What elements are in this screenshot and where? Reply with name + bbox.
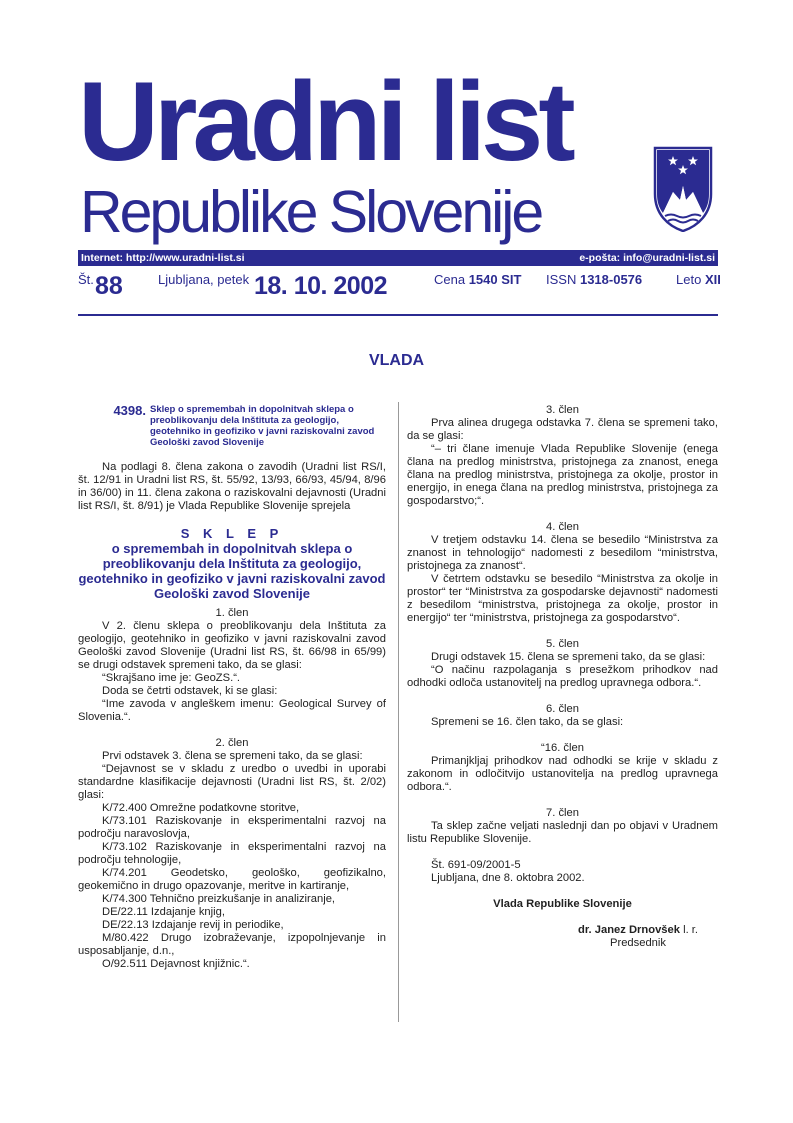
coat-of-arms-icon: [652, 146, 714, 232]
column-divider: [398, 402, 399, 1022]
activity-item: K/73.102 Raziskovanje in eksperimentalni razvoj na področju tehnologije,: [78, 841, 386, 866]
masthead-title: Uradni list: [78, 59, 571, 184]
paragraph: Doda se četrti odstavek, ki se glasi:: [102, 685, 278, 697]
paragraph: “Ime zavoda v angleškem imenu: Geological Survey of Slovenia.“.: [78, 698, 386, 723]
article-heading: 2. člen: [215, 737, 249, 749]
activity-item: M/80.422 Drugo izobraževanje, izpopolnjevanje in usposabljanje, d.n.,: [78, 932, 386, 957]
right-column: [407, 404, 718, 950]
email-link[interactable]: e-pošta: info@uradni-list.si: [579, 252, 715, 264]
article-subheading: “16. člen: [541, 742, 584, 754]
paragraph: V četrtem odstavku se besedilo “Ministrstva za okolje in prostor“ ter “Ministrstva za gospodarske dejavnosti“ nadomesti z besedilom “ministrstva, pristojnega za okolje, prostor in energijo“ ter “ministrstva, pristojnega za gospodarstvo“.: [407, 573, 718, 624]
activity-item: DE/22.13 Izdajanje revij in periodike,: [102, 919, 284, 931]
document-title: Sklep o spremembah in dopolnitvah sklepa o preoblikovanju dela Inštituta za geologijo, geotehniko in geofiziko v javni raziskovalni zavod Geološki zavod Slovenije: [150, 404, 375, 448]
document-header: [78, 404, 386, 448]
article-heading: 5. člen: [546, 638, 579, 650]
sklep-subtitle: o spremembah in dopolnitvah sklepa o preoblikovanju dela Inštituta za geologijo, geotehniko in geofiziko v javni raziskovalni zavod Geološki zavod Slovenije: [78, 541, 386, 601]
masthead-subtitle: Republike Slovenije: [80, 179, 542, 245]
header-rule: [78, 314, 718, 316]
article-heading: 3. člen: [546, 404, 579, 416]
contact-bar: [78, 250, 718, 266]
paragraph: Drugi odstavek 15. člena se spremeni tako, da se glasi:: [431, 651, 706, 663]
paragraph: Primanjkljaj prihodkov nad odhodki se krije v skladu z zakonom in odločitvijo ustanovitelja na predlog upravnega odbora.“.: [407, 755, 718, 793]
activity-item: K/73.101 Raziskovanje in eksperimentalni razvoj na področju naravoslovja,: [78, 815, 386, 840]
document-number: 4398.: [113, 403, 146, 418]
paragraph: Ta sklep začne veljati naslednji dan po objavi v Uradnem listu Republike Slovenije.: [407, 820, 718, 845]
paragraph: V tretjem odstavku 14. člena se besedilo “Ministrstva za znanost in tehnologijo“ nadomesti z besedilom “ministrstva, pristojnega za znanost“.: [407, 534, 718, 572]
place-date: Ljubljana, dne 8. oktobra 2002.: [431, 872, 585, 884]
issn-info: ISSN 1318-0576: [546, 272, 643, 287]
activity-item: DE/22.11 Izdajanje knjig,: [102, 906, 225, 918]
signer: dr. Janez Drnovšek l. r.: [577, 924, 698, 936]
activity-item: K/74.201 Geodetsko, geološko, geofizikalno, geokemično in drugo opazovanje, meritve in kartiranje,: [78, 867, 386, 892]
paragraph: “– tri člane imenuje Vlada Republike Slovenije (enega člana na predlog ministrstva, pristojnega za znanost, enega člana na predlog ministrstva, pristojnega za okolje, prostor in energijo, in enega člana na predlog ministrstva, pristojnega za gospodarstvo;“.: [407, 443, 718, 507]
paragraph: “O načinu razpolaganja s presežkom prihodkov nad odhodki odloča ustanovitelj na predlog upravnega odbora.“.: [407, 664, 718, 689]
paragraph: Prva alinea drugega odstavka 7. člena se spremeni tako, da se glasi:: [407, 417, 718, 442]
intro-paragraph: Na podlagi 8. člena zakona o zavodih (Uradni list RS/I, št. 12/91 in Uradni list RS, št. 55/92, 13/93, 66/93, 45/94, 8/96 in 36/00) in 11. člena zakona o raziskovalni dejavnosti (Uradni list RS/I, št. 8/91) je Vlada Republike Slovenije sprejela: [78, 461, 386, 512]
issue-number-label: Št.: [78, 272, 94, 287]
website-link[interactable]: Internet: http://www.uradni-list.si: [81, 252, 245, 264]
article-heading: 1. člen: [215, 607, 249, 619]
price-info: Cena 1540 SIT: [434, 272, 522, 287]
article-heading: 7. člen: [546, 807, 579, 819]
activity-item: O/92.511 Dejavnost knjižnic.“.: [102, 958, 250, 970]
issue-date: 18. 10. 2002: [254, 272, 388, 300]
article-heading: 4. člen: [546, 521, 579, 533]
government-signature: Vlada Republike Slovenije: [493, 898, 632, 910]
issue-number: 88: [95, 272, 123, 300]
paragraph: “Skrajšano ime je: GeoZS.“.: [102, 672, 241, 684]
year-info: Leto XII: [676, 272, 721, 287]
section-heading: VLADA: [368, 352, 425, 369]
paragraph: V 2. členu sklepa o preoblikovanju dela Inštituta za geologijo, geotehniko in geofiziko v javni raziskovalni zavod Geološki zavod Slovenije (Uradni list RS, št. 66/98 in 65/99) se drugi odstavek spremeni tako, da se glasi:: [78, 620, 386, 671]
paragraph: Spremeni se 16. člen tako, da se glasi:: [431, 716, 624, 728]
article-heading: 6. člen: [546, 703, 579, 715]
sklep-heading: S K L E P: [180, 526, 284, 541]
activity-item: K/74.300 Tehnično preizkušanje in analiziranje,: [102, 893, 336, 905]
left-column: [78, 404, 386, 971]
signer-role: Predsednik: [610, 937, 666, 949]
paragraph: “Dejavnost se v skladu z uredbo o uvedbi in uporabi standardne klasifikacije dejavnosti (Uradni list RS, št. 2/02) glasi:: [78, 763, 386, 801]
reference-number: Št. 691-09/2001-5: [431, 859, 521, 871]
issue-place-day: Ljubljana, petek: [158, 272, 250, 287]
activity-item: K/72.400 Omrežne podatkovne storitve,: [102, 802, 300, 814]
paragraph: Prvi odstavek 3. člena se spremeni tako, da se glasi:: [102, 750, 363, 762]
